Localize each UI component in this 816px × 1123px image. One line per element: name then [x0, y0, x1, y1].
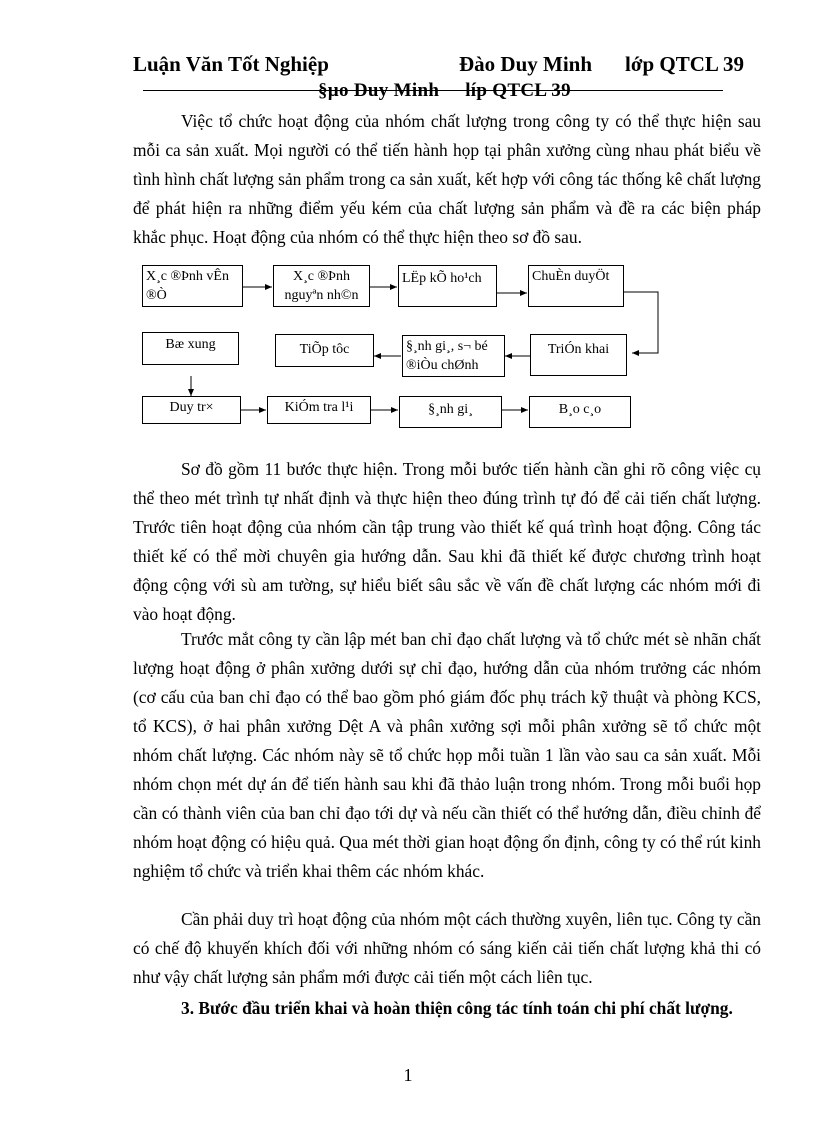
- flow-step-label: KiÓm tra l¹i: [284, 400, 354, 415]
- flow-step-maintain: [142, 396, 241, 424]
- page-header: [133, 50, 745, 80]
- flow-step-label: Duy tr×: [169, 400, 214, 415]
- flow-step-evaluate: [399, 396, 502, 428]
- paragraph-text: Cần phải duy trì hoạt động của nhóm một cách thường xuyên, liên tục. Công ty cần có chế độ khuyến khích đối với những nhóm có sáng kiến cải tiến chất lượng khả thi có như vậy chất lượng sản phẩm mới được cải tiến một cách liên tục.: [133, 909, 761, 987]
- paragraph-2: [133, 455, 761, 629]
- paragraph-4: [133, 905, 761, 992]
- flow-step-label: §¸nh gi¸: [428, 402, 473, 417]
- flow-step-plan: [398, 265, 497, 307]
- flow-step-recheck: [267, 396, 371, 424]
- section-heading-text: 3. Bước đầu triển khai và hoàn thiện công tác tính toán chi phí chất lượng.: [181, 998, 733, 1018]
- flow-step-deploy: [530, 334, 627, 376]
- section-heading: [133, 994, 761, 1023]
- flow-step-identify-problem: [142, 265, 243, 307]
- flow-step-label: ChuÈn duyÖt: [532, 269, 610, 284]
- header-garbled-overlay: [318, 80, 571, 102]
- paragraph-text: Việc tổ chức hoạt động của nhóm chất lượng trong công ty có thể thực hiện sau mỗi ca sản xuất. Mọi người có thể tiến hành họp tại phân xưởng cùng nhau phát biểu về tình hình chất lượng sản phẩm trong ca sản xuất, kết hợp với công tác thống kê chất lượng để phát hiện ra những điểm yếu kém của chất lượng sản phẩm và đề ra các biện pháp khắc phục. Hoạt động của nhóm có thể thực hiện theo sơ đồ sau.: [133, 111, 761, 247]
- flow-step-label: X¸c ®Þnh vÊn ®Ò: [146, 269, 229, 303]
- flow-step-label: TiÕp tôc: [299, 342, 350, 357]
- flow-step-label: TriÓn khai: [547, 342, 610, 357]
- page-number: 1: [403, 1065, 413, 1085]
- flow-step-evaluate-adjust: [402, 335, 505, 377]
- flow-step-label: §¸nh gi¸, s¬ bé ®iÒu chØnh: [406, 339, 488, 373]
- flow-step-report: [529, 396, 631, 428]
- flow-step-label: LËp kÕ ho¹ch: [402, 271, 482, 286]
- overlay-class: líp QTCL 39: [465, 80, 571, 101]
- paragraph-3: [133, 625, 761, 886]
- flow-step-label: Bæ xung: [165, 337, 216, 352]
- flow-step-identify-cause: [273, 265, 370, 307]
- flow-step-label: B¸o c¸o: [558, 402, 602, 417]
- flow-step-supplement: [142, 332, 239, 365]
- header-author: Đào Duy Minh: [459, 52, 593, 76]
- flow-step-label: X¸c ®Þnh nguyªn nh©n: [284, 269, 359, 303]
- arrow-4-5: [624, 292, 658, 353]
- paragraph-text: Trước mắt công ty cần lập mét ban chỉ đạo chất lượng và tổ chức mét sè nhãn chất lượng hoạt động ở phân xưởng dưới sự chỉ đạo, hướng dẫn của nhóm trưởng các nhóm (cơ cấu của ban chỉ đạo có thể bao gồm phó giám đốc phụ trách kỹ thuật và phòng KCS, tổ KCS), ở hai phân xưởng Dệt A và phân xưởng sợi mỗi phân xưởng sẽ tổ chức một nhóm chất lượng. Các nhóm này sẽ tổ chức họp mỗi tuần 1 lần vào sau ca sản xuất. Mỗi nhóm chọn mét dự án để tiến hành sau khi đã thảo luận trong nhóm. Trong mỗi buổi họp cần có thành viên của ban chỉ đạo tới dự và nếu cần thiết có thể hướng dẫn, điều chỉnh để nhóm hoạt động có hiệu quả. Qua mét thời gian hoạt động ổn định, công ty có thể rút kinh nghiệm tổ chức và triển khai thêm các nhóm khác.: [133, 629, 761, 881]
- paragraph-text: Sơ đồ gồm 11 bước thực hiện. Trong mỗi bước tiến hành cần ghi rõ công việc cụ thể theo mét trình tự nhất định và thực hiện theo đúng trình tự đó để cải tiến chất lượng. Trước tiên hoạt động của nhóm cần tập trung vào thiết kế quá trình hoạt động. Công tác thiết kế có thể mời chuyên gia hướng dẫn. Sau khi đã thiết kế được chương trình hoạt động cộng với sù am tường, sự hiểu biết sâu sắc về vấn đề chất lượng các nhóm mới đi vào hoạt động.: [133, 459, 761, 624]
- paragraph-1: [133, 107, 761, 252]
- header-title: Luận Văn Tốt Nghiệp: [133, 52, 329, 76]
- header-class: lớp QTCL 39: [625, 52, 744, 76]
- overlay-author: §µo Duy Minh: [318, 80, 440, 101]
- flow-step-approve: [528, 265, 624, 307]
- flow-step-continue: [275, 334, 374, 367]
